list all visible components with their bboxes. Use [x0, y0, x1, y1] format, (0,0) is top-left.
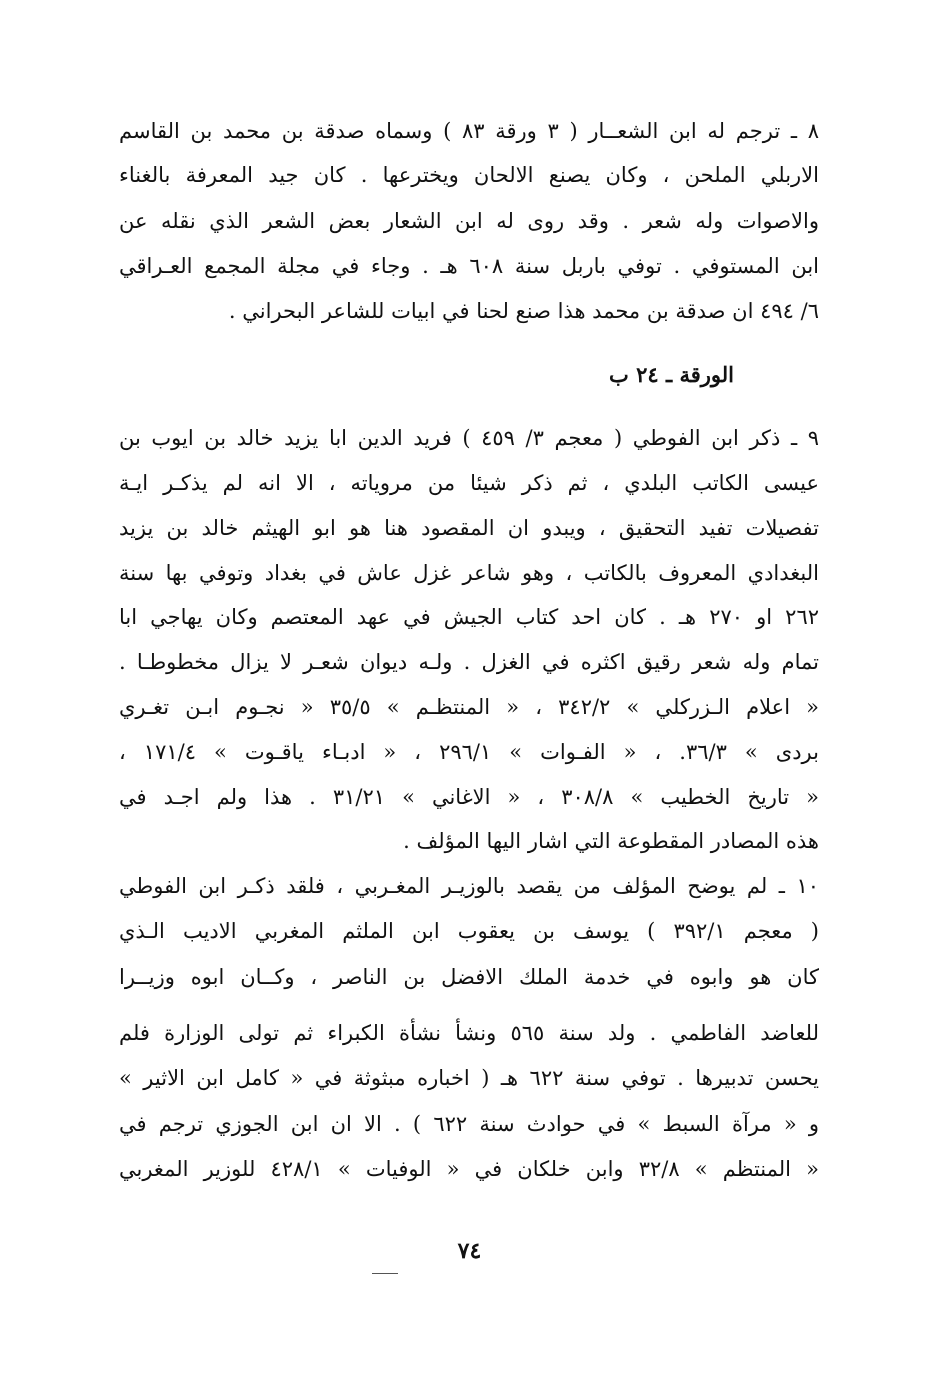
note-9-line-10: هذه المصادر المقطوعة التي اشار اليها المؤلف . [403, 829, 819, 853]
note-9-line-2: عيسى الكاتب البلدي ، ثم ذكر شيئا من مروياته ، الا انه لم يذكـر ايـة [119, 471, 819, 495]
note-8-line-5: ٦/ ٤٩٤ ان صدقة بن محمد هذا صنع لحنا في ابيات للشاعر البحراني . [228, 299, 819, 323]
note-9-line-1: ٩ ـ ذكر ابن الفوطي ( معجم ٣/ ٤٥٩ ) فريد الدين ابا يزيد خالد بن ايوب بن [119, 426, 819, 450]
note-9-line-4: البغدادي المعروف بالكاتب ، وهو شاعر غزل عاش في بغداد وتوفي بها سنة [119, 561, 819, 585]
note-9-line-6: تمام وله شعر رقيق اكثره في الغزل . ولـه ديوان شعـر لا يزال مخطوطـا . [119, 650, 819, 674]
note-10-line-5: يحسن تدبيرها . توفي سنة ٦٢٢ هـ ( اخباره مبثوثة في « كامل ابن الاثير » [119, 1066, 819, 1090]
footer-rule [372, 1273, 398, 1274]
note-10-line-4: للعاضد الفاطمي . ولد سنة ٥٦٥ ونشأ نشأة الكبراء ثم تولى الوزارة فلم [119, 1021, 820, 1045]
note-10-line-7: « المنتظم » ٣٢/٨ وابن خلكان في « الوفيات » ٤٢٨/١ للوزير المغربي [119, 1157, 820, 1181]
note-9-line-7: « اعلام الـزركلي » ٣٤٢/٢ ، « المنتظـم » ٣٥/٥ « نجـوم ابـن تغـري [119, 695, 819, 719]
note-9-line-5: ٢٦٢ او ٢٧٠ هـ . كان احد كتاب الجيش في عهد المعتصم وكان يهاجي ابا [119, 605, 820, 629]
note-8-line-4: ابن المستوفي . توفي باربل سنة ٦٠٨ هـ . وجاء في مجلة المجمع العـراقي [119, 254, 819, 278]
note-10-line-3: كان هو وابوه في خدمة الملك الافضل بن الناصر ، وكــان ابوه وزيــرا [119, 965, 819, 989]
note-8-line-2: الاربلي الملحن ، وكان يصنع الالحان ويخترعها . كان جيد المعرفة بالغناء [119, 163, 819, 187]
note-10-line-2: ( معجم ٣٩٢/١ ) يوسف بن يعقوب ابن الملثم المغربي الاديب الـذي [119, 919, 819, 943]
note-8-line-1: ٨ ـ ترجم له ابن الشعــار ( ٣ ورقة ٨٣ ) وسماه صدقة بن محمد بن القاسم [119, 119, 819, 143]
note-10-line-1: ١٠ ـ لم يوضح المؤلف من يقصد بالوزيـر المغـربي ، فلقد ذكـر ابن الفوطي [119, 874, 819, 898]
note-10-line-6: و « مرآة السبط » في حوادث سنة ٦٢٢ ) . الا ان ابن الجوزي ترجم في [119, 1112, 820, 1136]
folio-heading: الورقة ـ ٢٤ ب [609, 362, 734, 387]
note-9-line-3: تفصيلات تفيد التحقيق ، ويبدو ان المقصود هنا هو ابو الهيثم خالد بن يزيد [119, 516, 819, 540]
page-number: ٧٤ [457, 1238, 482, 1264]
note-9-line-9: « تاريخ الخطيب » ٣٠٨/٨ ، « الاغاني » ٣١/٢١ . هذا ولم اجـد في [119, 785, 820, 809]
note-8-line-3: والاصوات وله شعر . وقد روى له ابن الشعار بعض الشعر الذي نقله عن [119, 209, 819, 233]
note-9-line-8: بردى » ٣٦/٣. ، « الفـوات » ٢٩٦/١ ، « ادبـاء ياقـوت » ١٧١/٤ ، [119, 740, 819, 764]
